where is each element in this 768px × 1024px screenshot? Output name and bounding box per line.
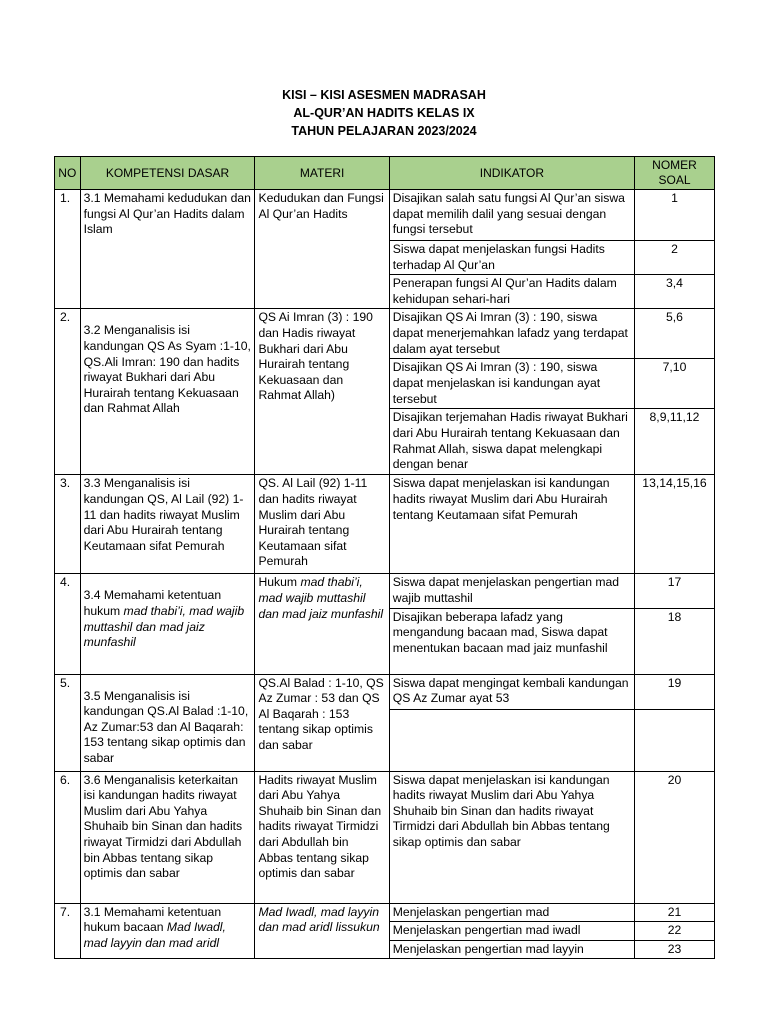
indikator: Siswa dapat menjelaskan pengertian mad wajib muttashil [389, 574, 634, 608]
header-subject: AL-QUR’AN HADITS KELAS IX [293, 106, 475, 120]
table-row [55, 190, 715, 241]
materi: Kedudukan dan Fungsi Al Qur’an Hadits [255, 190, 389, 309]
nomer-soal: 8,9,11,12 [635, 409, 715, 475]
nomer-soal: 18 [635, 608, 715, 674]
nomer-soal: 19 [635, 674, 715, 709]
materi: Mad Iwadl, mad layyin dan mad aridl lissukun [255, 903, 389, 959]
nomer-soal: 20 [635, 771, 715, 903]
header-no: NO [55, 157, 81, 190]
indikator: Siswa dapat mengingat kembali kandungan QS Az Zumar ayat 53 [389, 674, 634, 709]
kompetensi-dasar [80, 574, 255, 674]
row-number: 4. [55, 574, 81, 674]
header-nomer-soal: NOMER SOAL [635, 157, 715, 190]
nomer-soal: 22 [635, 922, 715, 941]
nomer-soal: 1 [635, 190, 715, 241]
kompetensi-dasar: 3.3 Menganalisis isi kandungan QS, Al Lail (92) 1-11 dan hadits riwayat Muslim dari Abu Hurairah tentang Keutamaan sifat Pemurah [80, 475, 255, 574]
table-row [55, 574, 715, 608]
kompetensi-dasar: 3.5 Menganalisis isi kandungan QS.Al Balad :1-10, Az Zumar:53 dan Al Baqarah: 153 tentang sikap optimis dan sabar [80, 674, 255, 771]
table-header-row [55, 157, 715, 190]
nomer-soal-empty [635, 709, 715, 771]
table-row [55, 475, 715, 574]
nomer-soal: 7,10 [635, 359, 715, 409]
header-indikator: INDIKATOR [389, 157, 634, 190]
nomer-soal: 21 [635, 903, 715, 922]
row-number: 5. [55, 674, 81, 771]
kd-italic-text: Mad Iwadl, mad layyin dan mad aridl [83, 920, 226, 950]
materi: QS Ai Imran (3) : 190 dan Hadis riwayat Bukhari dari Abu Hurairah tentang Kekuasaan dan Rahmat Allah) [255, 309, 389, 475]
kisi-kisi-table [54, 156, 715, 959]
nomer-soal: 2 [635, 241, 715, 275]
indikator: Siswa dapat menjelaskan isi kandungan hadits riwayat Muslim dari Abu Yahya Shuhaib bin Sinan dan hadits riwayat Tirmidzi dari Abdullah bin Abbas tentang sikap optimis dan sabar [389, 771, 634, 903]
header-kompetensi-dasar: KOMPETENSI DASAR [80, 157, 255, 190]
indikator: Disajikan terjemahan Hadis riwayat Bukhari dari Abu Hurairah tentang Kekuasaan dan Rahmat Allah, siswa dapat melengkapi dengan benar [389, 409, 634, 475]
kompetensi-dasar: 3.6 Menganalisis keterkaitan isi kandungan hadits riwayat Muslim dari Abu Yahya Shuhaib bin Sinan dan hadits riwayat Tirmidzi dari Abdullah bin Abbas tentang sikap optimis dan sabar [80, 771, 255, 903]
indikator: Disajikan QS Ai Imran (3) : 190, siswa dapat menjelaskan isi kandungan ayat tersebut [389, 359, 634, 409]
row-number: 7. [55, 903, 81, 959]
nomer-soal: 23 [635, 940, 715, 959]
kd-text: 3.1 Memahami ketentuan hukum bacaan [83, 904, 222, 935]
materi: Hadits riwayat Muslim dari Abu Yahya Shuhaib bin Sinan dan hadits riwayat Tirmidzi dari Abdullah bin Abbas tentang sikap optimis dan sabar [255, 771, 389, 903]
materi-italic-text: mad thabi’i, mad wajib muttashil dan mad jaiz munfashil [258, 575, 384, 621]
kompetensi-dasar [80, 903, 255, 959]
nomer-soal: 3,4 [635, 275, 715, 309]
header-year: TAHUN PELAJARAN 2023/2024 [291, 124, 477, 138]
indikator: Menjelaskan pengertian mad layyin [389, 940, 634, 959]
materi: QS. Al Lail (92) 1-11 dan hadits riwayat Muslim dari Abu Hurairah tentang Keutamaan sifat Pemurah [255, 475, 389, 574]
kd-text: 3.4 Memahami ketentuan hukum [83, 588, 222, 618]
nomer-soal: 13,14,15,16 [635, 475, 715, 574]
kompetensi-dasar: 3.2 Menganalisis isi kandungan QS As Syam :1-10, QS.Ali Imran: 190 dan hadits riwayat Bukhari dari Abu Hurairah tentang Kekuasaan dan Rahmat Allah [80, 309, 255, 475]
row-number: 6. [55, 771, 81, 903]
indikator-empty [389, 709, 634, 771]
table-row [55, 903, 715, 922]
indikator: Penerapan fungsi Al Qur’an Hadits dalam kehidupan sehari-hari [389, 275, 634, 309]
table-row [55, 771, 715, 903]
row-number: 1. [55, 190, 81, 309]
table-row [55, 309, 715, 359]
nomer-soal: 5,6 [635, 309, 715, 359]
header-materi: MATERI [255, 157, 389, 190]
document-header [0, 86, 768, 140]
indikator: Disajikan salah satu fungsi Al Qur’an siswa dapat memilih dalil yang sesuai dengan fungsi tersebut [389, 190, 634, 241]
indikator: Menjelaskan pengertian mad [389, 903, 634, 922]
indikator: Disajikan beberapa lafadz yang mengandung bacaan mad, Siswa dapat menentukan bacaan mad jaiz munfashil [389, 608, 634, 674]
materi [255, 574, 389, 674]
materi-text: Hukum [258, 575, 301, 590]
materi: QS.Al Balad : 1-10, QS Az Zumar : 53 dan QS Al Baqarah : 153 tentang sikap optimis dan sabar [255, 674, 389, 771]
kompetensi-dasar: 3.1 Memahami kedudukan dan fungsi Al Qur’an Hadits dalam Islam [80, 190, 255, 309]
indikator: Siswa dapat menjelaskan fungsi Hadits terhadap Al Qur’an [389, 241, 634, 275]
indikator: Siswa dapat menjelaskan isi kandungan hadits riwayat Muslim dari Abu Hurairah tentang Keutamaan sifat Pemurah [389, 475, 634, 574]
header-title: KISI – KISI ASESMEN MADRASAH [282, 88, 486, 102]
table-row [55, 674, 715, 709]
row-number: 2. [55, 309, 81, 475]
indikator: Menjelaskan pengertian mad iwadl [389, 922, 634, 941]
kd-italic-text: mad thabi’i, mad wajib muttashil dan mad jaiz munfashil [83, 603, 245, 650]
indikator: Disajikan QS Ai Imran (3) : 190, siswa dapat menerjemahkan lafadz yang terdapat dalam ayat tersebut [389, 309, 634, 359]
row-number: 3. [55, 475, 81, 574]
nomer-soal: 17 [635, 574, 715, 608]
